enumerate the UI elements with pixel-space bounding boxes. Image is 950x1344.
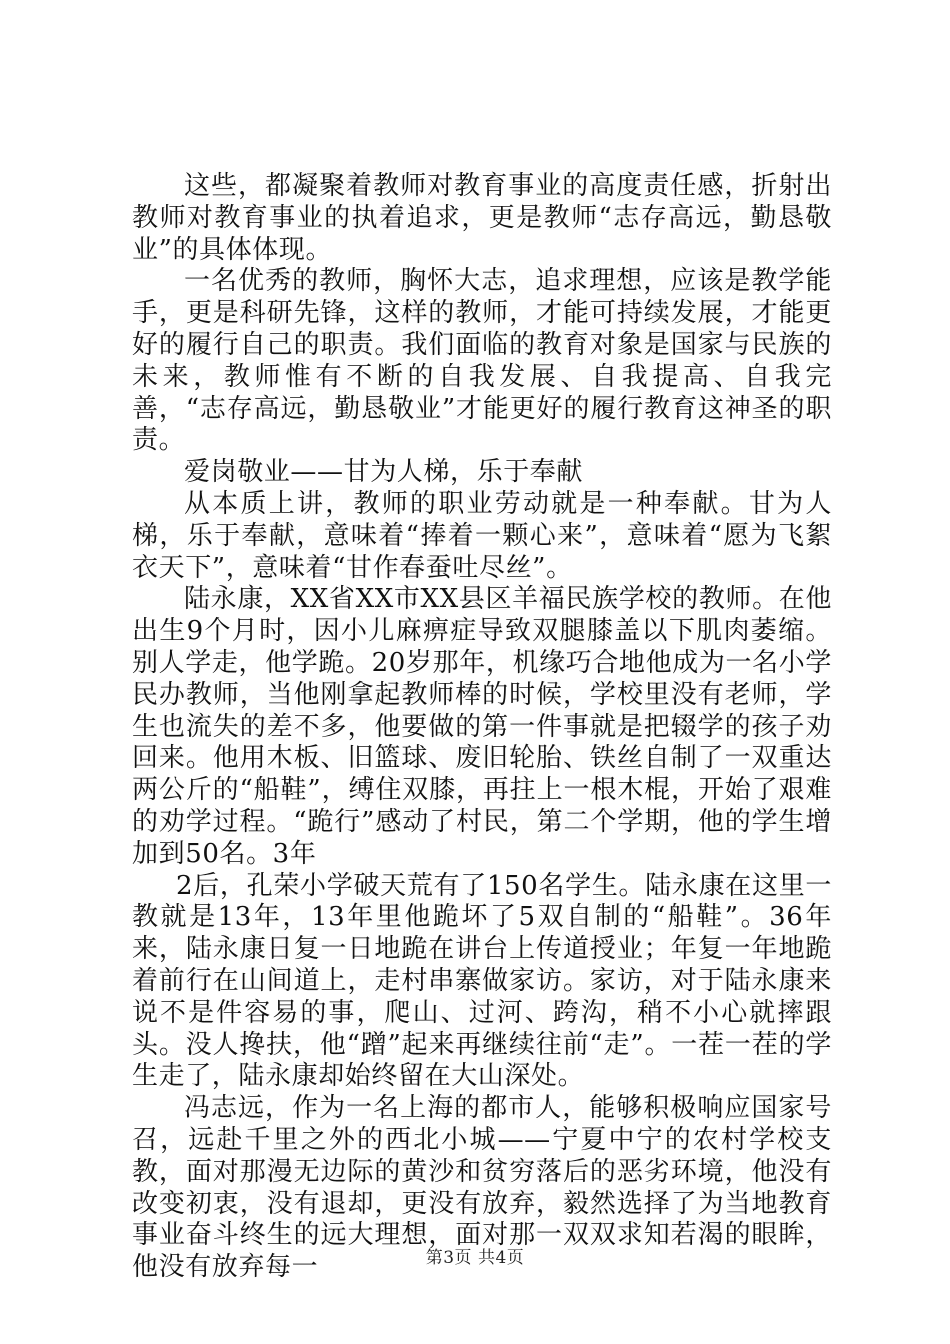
paragraph: 2后，孔荣小学破天荒有了150名学生。陆永康在这里一教就是13年，13年里他跪坏了5双自制的“船鞋”。36年来，陆永康日复一日地跪在讲台上传道授业；年复一年地跪着前行在山间道上，走村串寨做家访。家访，对于陆永康来说不是件容易的事，爬山、过河、跨沟，稍不小心就摔跟头。没人搀扶，他“蹭”起来再继续往前“走”。一茬一茬的学生走了，陆永康却始终留在大山深处。 xyxy=(132,870,832,1092)
paragraph: 一名优秀的教师，胸怀大志，追求理想，应该是教学能手，更是科研先锋，这样的教师，才能可持续发展，才能更好的履行自己的职责。我们面临的教育对象是国家与民族的未来，教师惟有不断的自我发展、自我提高、自我完善，“志存高远，勤恳敬业”才能更好的履行教育这神圣的职责。 xyxy=(132,266,832,456)
paragraph: 陆永康，XX省XX市XX县区羊福民族学校的教师。在他出生9个月时，因小儿麻痹症导致双腿膝盖以下肌肉萎缩。别人学走，他学跪。20岁那年，机缘巧合地他成为一名小学民办教师，当他刚拿起教师棒的时候，学校里没有老师，学生也流失的差不多，他要做的第一件事就是把辍学的孩子劝回来。他用木板、旧篮球、废旧轮胎、铁丝自制了一双重达两公斤的“船鞋”，缚住双膝，再拄上一根木棍，开始了艰难的劝学过程。“跪行”感动了村民，第二个学期，他的学生增加到50名。3年 xyxy=(132,584,832,869)
paragraph: 这些，都凝聚着教师对教育事业的高度责任感，折射出教师对教育事业的执着追求，更是教师“志存高远，勤恳敬业”的具体体现。 xyxy=(132,171,832,265)
page-footer: 第3页 共4页 xyxy=(425,1248,525,1268)
body-text xyxy=(132,171,832,1284)
paragraph: 从本质上讲，教师的职业劳动就是一种奉献。甘为人梯，乐于奉献，意味着“捧着一颗心来”，意味着“愿为飞絮衣天下”，意味着“甘作春蚕吐尽丝”。 xyxy=(132,488,832,583)
paragraph: 冯志远，作为一名上海的都市人，能够积极响应国家号召，远赴千里之外的西北小城——宁夏中宁的农村学校支教，面对那漫无边际的黄沙和贫穷落后的恶劣环境，他没有改变初衷，没有退却，更没有放弃，毅然选择了为当地教育事业奋斗终生的远大理想，面对那一双双求知若渴的眼眸，他没有放弃每一 xyxy=(132,1093,832,1283)
section-heading: 爱岗敬业——甘为人梯，乐于奉献 xyxy=(184,457,584,488)
